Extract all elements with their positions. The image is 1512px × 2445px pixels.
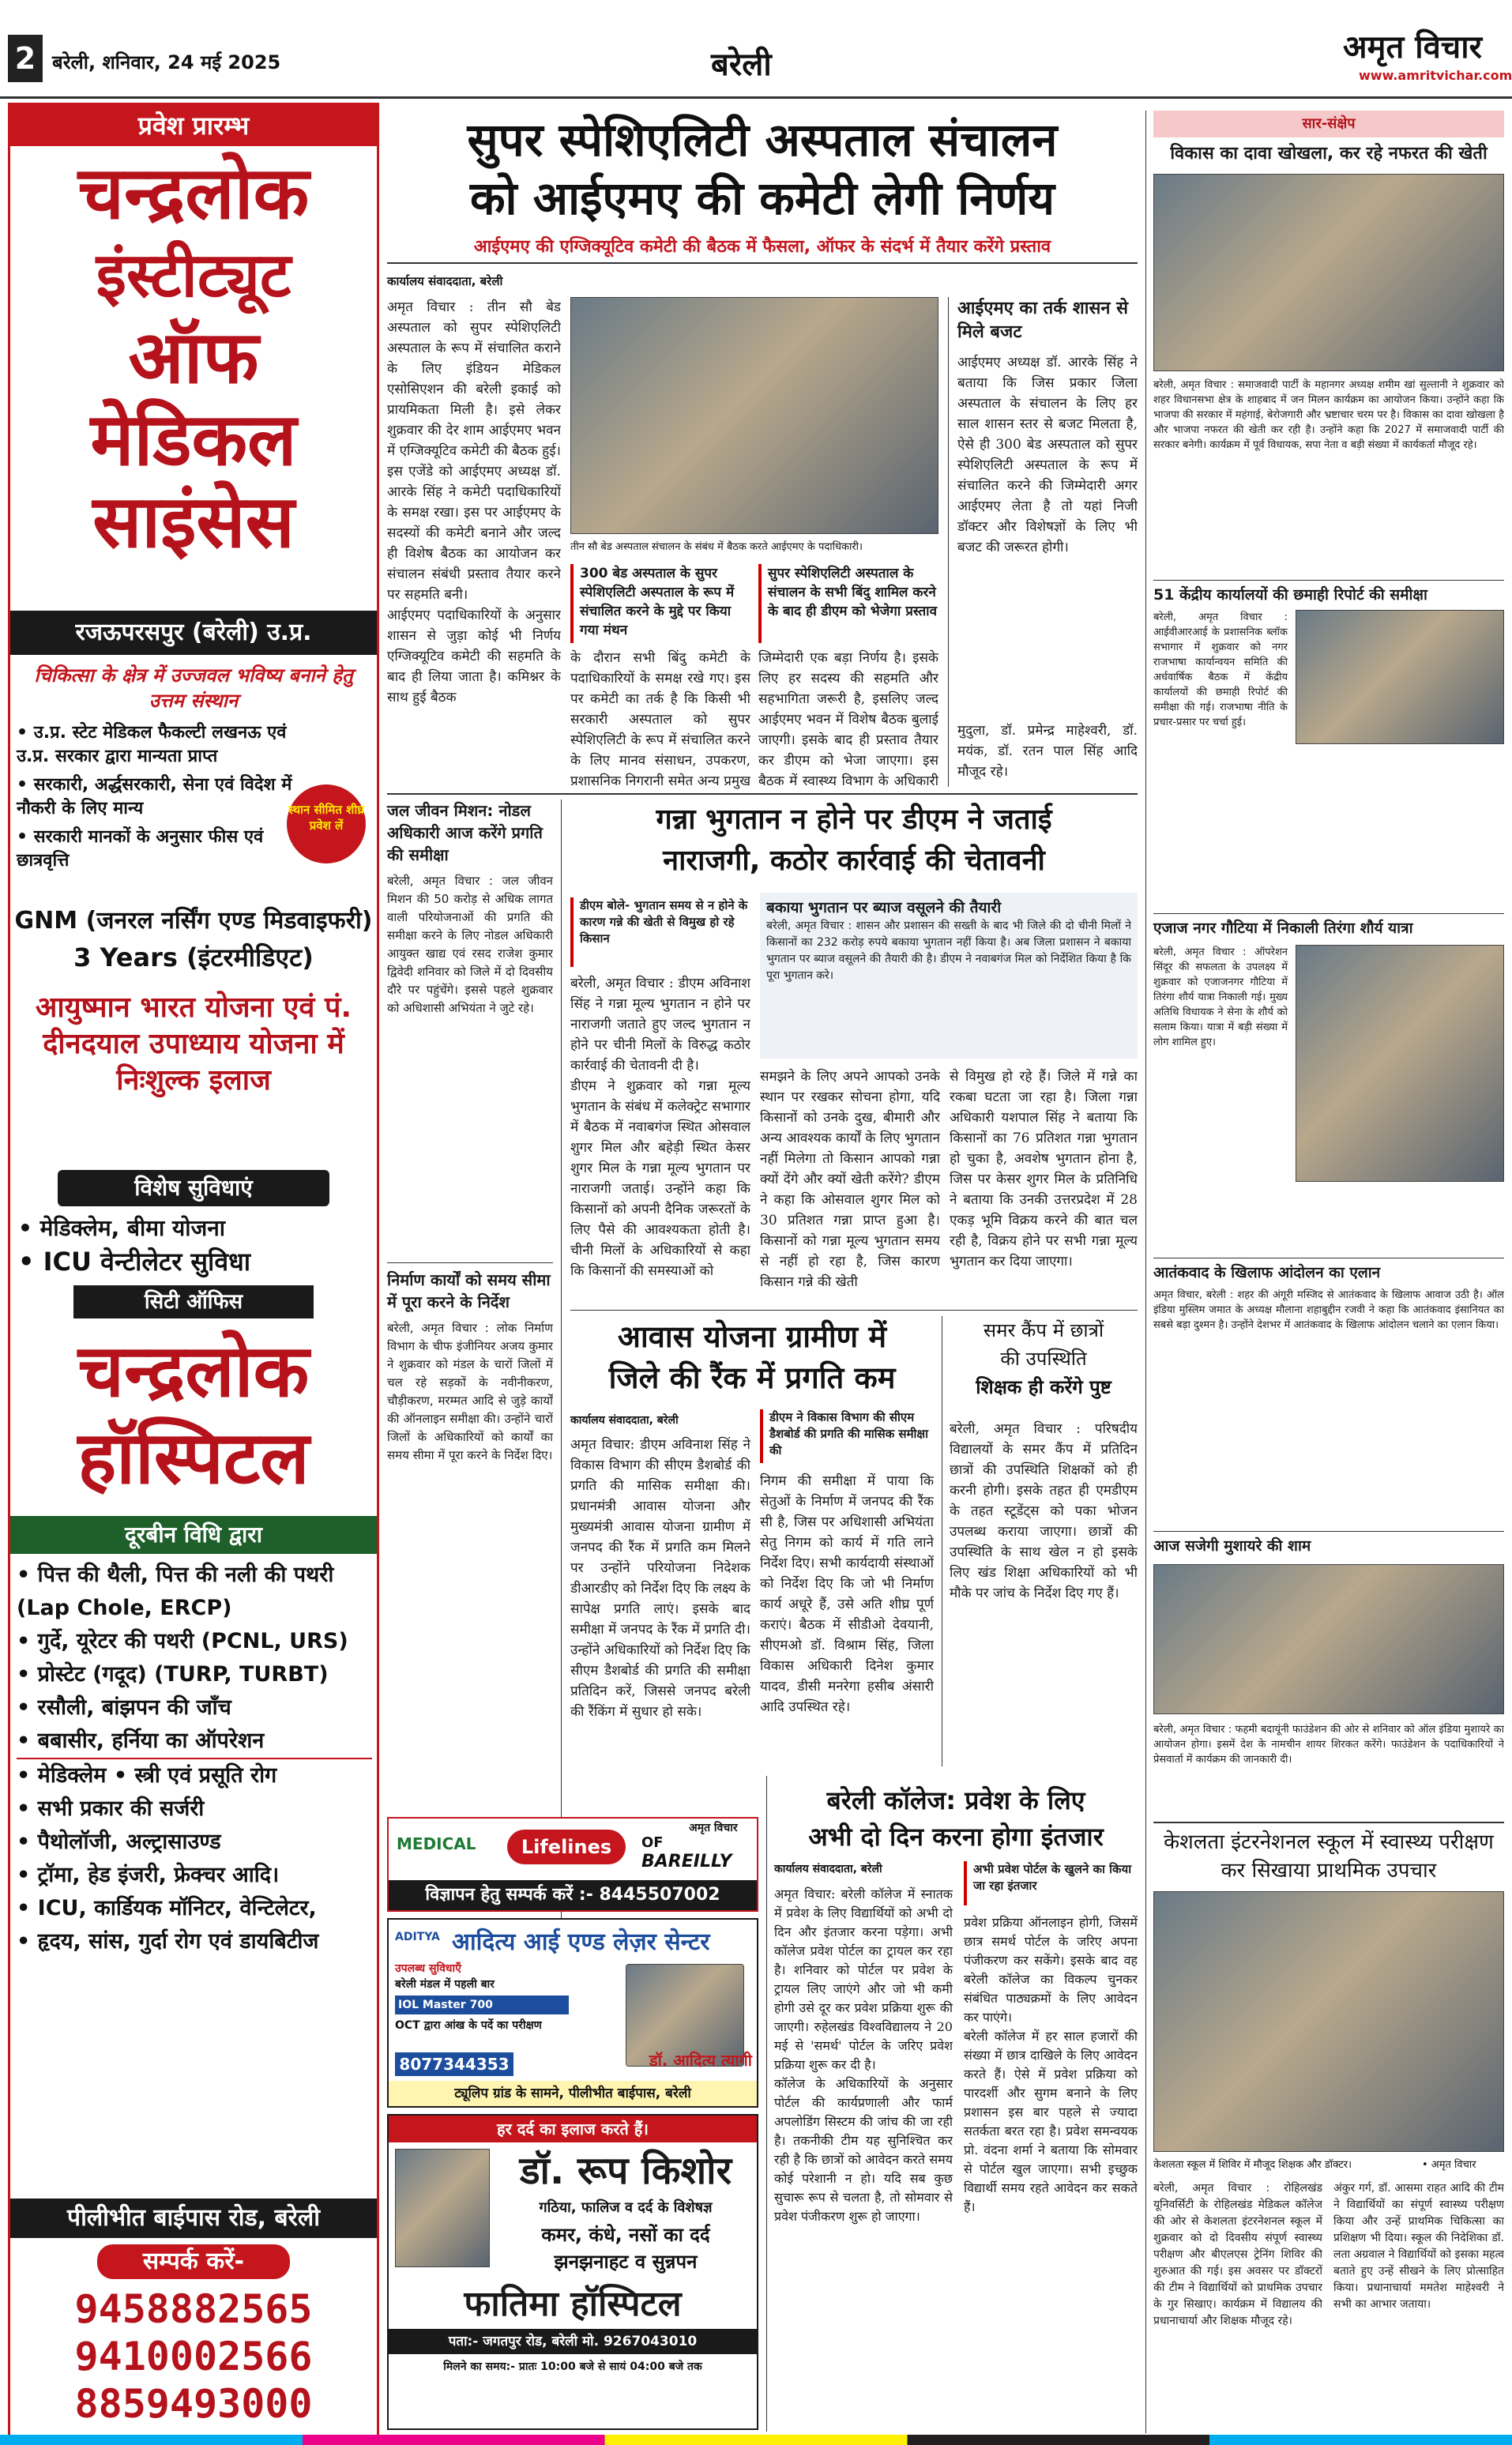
lifelines-contact[interactable]: विज्ञापन हेतु सम्पर्क करें :- 8445507002 (389, 1880, 757, 1910)
water-text: बरेली, अमृत विचार : जल जीवन मिशन की 50 करोड़ से अधिक लागत वाली परियोजनाओं की प्रगति की समीक्षा करने के लिए नोडल अधिकारी आयुक्त खाद्य एवं रसद राजेश कुमार द्विवेदी शनिवार को जिले में दो दिवसीय दौरे पर पहुंचेंगे। इससे पहले शुक्रवार को अधिशासी अभियंता ने जुटे रहे। (387, 874, 553, 1015)
summer-camp-head-1: समर कैंप में छात्रों (983, 1319, 1104, 1341)
service-item: • पैथोलॉजी, अल्ट्रासाउण्ड (17, 1830, 221, 1854)
news1-text: बरेली, अमृत विचार : समाजवादी पार्टी के महानगर अध्यक्ष शमीम खां सुल्तानी ने शुक्रवार को शहर विधानसभा क्षेत्र के शाहबाद में जन मिलन कार्यक्रम का आयोजन किया। उन्होंने कहा कि भाजपा की सरकार में महंगाई, बेरोजगारी और भ्रष्टाचार चरम पर है। विकास का दावा खोखला है और भाजपा नफरत की खेती कर रही है। उन्होंने कहा कि 2027 में समाजवादी पार्टी की सरकार बनेगी। कार्यक्रम में पूर्व विधायक, सपा नेता व बड़ी संख्या में कार्यकर्ता मौजूद रहे। (1153, 379, 1504, 451)
college-col-2: प्रवेश प्रक्रिया ऑनलाइन होगी, जिसमें छात्र समर्थ पोर्टल के जरिए अपना पंजीकरण कर सकेंगे। इसके बाद वह बरेली कॉलेज का विकल्प चुनकर संबंधित पाठ्यक्रमों के लिए आवेदन कर पाएंगे। बरेली कॉलेज में हर साल हजारों की संख्या में छात्र दाखिले के लिए आवेदन करते हैं। ऐसे में प्रवेश प्रक्रिया को पारदर्शी और सुगम बनाने के लिए प्रशासन इस बार पहले से ज्यादा सतर्कता बरत रहा है। प्रवेश समन्वयक प्रो. वंदना शर्मा ने बताया कि सोमवार से पोर्टल खुल जाएगा। सभी इच्छुक विद्यार्थी समय रहते आवेदन कर सकते हैं। (964, 1915, 1138, 2214)
sugarcane-headline-2: नाराजगी, कठोर कार्रवाई की चेतावनी (663, 844, 1045, 877)
sugarcane-box-text: बरेली, अमृत विचार : शासन और प्रशासन की सख्ती के बाद भी जिले की दो चीनी मिलों ने किसानों का 232 करोड़ रुपये बकाया भुगतान नहीं किया है। अब जिला प्रशासन ने बकाया भुगतान पर ब्याज वसूलने की तैयारी की है। डीएम ने नवाबगंज मिल को निर्देशित किया है कि पूरा भुगतान करे। (766, 920, 1131, 982)
services-list (17, 1559, 372, 1958)
gnm-title: GNM (जनरल नर्सिंग एण्ड मिडवाइफरी) (14, 907, 373, 935)
roop-timing: मिलने का समय:- प्रातः 10:00 बजे से सायं 04:00 बजे तक (443, 2360, 702, 2373)
lead-headline-2: को आईएमए की कमेटी लेगी निर्णय (470, 171, 1055, 225)
aaditya-line-3: IOL Master 700 (395, 1995, 569, 2014)
ad-lifelines[interactable] (387, 1817, 758, 1912)
sugarcane-bullet: डीएम बोले- भुगतान समय से न होने के कारण गन्ने की खेती से विमुख हो रहे किसान (570, 897, 750, 967)
aaditya-address: ट्यूलिप ग्रांड के सामने, पीलीभीत बाईपास, बरेली (389, 2081, 757, 2106)
summer-camp-headline (950, 1316, 1138, 1401)
housing-headline (570, 1316, 934, 1398)
housing-headline-2: जिले की रैंक में प्रगति कम (608, 1360, 896, 1395)
hospital-address: पीलीभीत बाईपास रोड, बरेली (10, 2199, 377, 2238)
institute-location: रजऊपरसपुर (बरेली) उ.प्र. (10, 611, 377, 655)
lead-bullet-2: सुपर स्पेशिएलिटी अस्पताल के संचालन के सभी बिंदु शामिल करने के बाद ही डीएम को भेजेगा प्रस्ताव (758, 564, 938, 643)
aaditya-doctor: डॉ. आदित्य त्यागी (649, 2051, 752, 2070)
college-byline: कार्यालय संवाददाता, बरेली (774, 1863, 882, 1875)
lead-story (387, 111, 1138, 790)
ayushman-yojana: आयुष्मान भारत योजना एवं पं. दीनदयाल उपाध्याय योजना में निःशुल्क इलाज (35, 991, 352, 1096)
sugarcane-story (570, 799, 1138, 1305)
service-item: • रसौली, बांझपन की जाँच (17, 1695, 231, 1720)
summary-tag: सार-संक्षेप (1153, 111, 1504, 137)
aaditya-info (395, 1961, 569, 2033)
ad-aaditya[interactable] (387, 1918, 758, 2108)
edition-date: बरेली, शनिवार, 24 मई 2025 (52, 51, 281, 73)
contact-title: सम्पर्क करें- (97, 2244, 290, 2279)
housing-bullet: डीएम ने विकास विभाग की सीएम डैशबोर्ड की प्रगति की मासिक समीक्षा की (760, 1409, 934, 1463)
title-line-2: इंस्टीट्यूट (96, 240, 291, 311)
tagline: चिकित्सा के क्षेत्र में उज्जवल भविष्य बनाने हेतु उत्तम संस्थान (34, 664, 353, 712)
lead-headline (387, 111, 1138, 228)
lead-side-headline: आईएमए का तर्क शासन से मिले बजट (957, 299, 1129, 342)
lead-col-2: के दौरान सभी बिंदु कमेटी के पदाधिकारियों के समक्ष रखे गए। इस पर कमेटी का तर्क है कि किसी भी सरकारी अस्पताल को सुपर स्पेशिएलिटी के रूप में संचालित करने के लिए मानव संसाधन, उपकरण, प्रशासनिक निगरानी समेत अन्य प्रमुख (570, 650, 750, 789)
ad-chandralok[interactable] (8, 103, 379, 2441)
points-list (17, 721, 293, 873)
service-item: • गुर्दे, यूरेटर की पथरी (PCNL, URS) (17, 1629, 348, 1653)
lead-side-text-2: मुदुला, डॉ. प्रमेन्द्र माहेश्वरी, डॉ. मयंक, डॉ. रतन पाल सिंह आदि मौजूद रहे। (957, 723, 1138, 780)
housing-col-1: अमृत विचार: डीएम अविनाश सिंह ने विकास विभाग की सीएम डैशबोर्ड की प्रगति की मासिक समीक्षा की। प्रधानमंत्री आवास योजना और मुख्यमंत्री आवास योजना ग्रामीण में जनपद की रैंक में प्रगति कम मिलने पर उन्होंने परियोजना निदेशक डीआरडीए को निर्देश दिए कि लक्ष्य के सापेक्ष प्रगति लाएं। इसके बाद समीक्षा में जनपद के रैंक में प्रगति दी। उन्होंने अधिकारियों को निर्देश दिए कि सीएम डैशबोर्ड की प्रगति की समीक्षा प्रतिदिन करें, जिससे जनपद बरेली की रैंकिंग में सुधार हो सके। (570, 1437, 750, 1720)
service-item: • पित्त की थैली, पित्त की नली की पथरी (Lap Chole, ERCP) (17, 1563, 334, 1620)
roop-sub: गठिया, फालिज व दर्द के विशेषज्ञ (539, 2199, 713, 2216)
sugarcane-col-2: समझने के लिए अपने आपको उनके स्थान पर रखकर सोचना होगा, यदि किसानों को उनके दुख, बीमारी और अन्य आवश्यक कार्यों के लिए भुगतान नहीं मिलेगा तो किसान आपको गन्ना क्यों देंगे और क्यों खेती करेंगे? डीएम ने कहा कि ओसवाल शुगर मिल को 30 प्रतिशत गन्ना प्राप्त हुआ है। किसानों को गन्ना मूल्य भुगतान समय से नहीं हो रहा है, जिस कारण किसान गन्ने की खेती (760, 1069, 940, 1290)
news6-col-1: बरेली, अमृत विचार : रोहिलखंड यूनिवर्सिटी के रोहिलखंड मेडिकल कॉलेज की ओर से केशलता इंटरनेशनल स्कूल में शुक्रवार को दो दिवसीय संपूर्ण स्वास्थ्य परीक्षण और बीएलएस ट्रेनिंग शिविर की शुरुआत की गई। इस अवसर पर डॉक्टरों की टीम ने विद्यार्थियों को प्राथमिक उपचार के गुर सिखाए। कार्यक्रम में विद्यालय की प्रधानाचार्या और शिक्षक मौजूद रहे। (1153, 2182, 1322, 2327)
lead-bullet-1: 300 बेड अस्पताल के सुपर स्पेशिएलिटी अस्पताल के रूप में संचालित करने के मुद्दे पर किया गया मंथन (570, 564, 750, 643)
point-2: • सरकारी, अर्द्धसरकारी, सेना एवं विदेश में नौकरी के लिए मान्य (17, 775, 292, 818)
hospital-title-1: चन्द्रलोक (77, 1329, 310, 1413)
registration-bar (0, 2435, 1512, 2445)
news6-col-2: अंकुर गर्ग, डॉ. आसमा राहत आदि की टीम ने विद्यार्थियों का संपूर्ण स्वास्थ्य परीक्षण किया और उन्हें प्राथमिक चिकित्सा का प्रशिक्षण भी दिया। स्कूल की निदेशिका डॉ. लता अग्रवाल ने विद्यार्थियों को इसका महत्व बताते हुए उन्हें सीखने के लिए प्रोत्साहित किया। प्रधानाचार्या ममतेश माहेश्वरी ने सभी का आभार जताया। (1333, 2182, 1504, 2311)
news6-credit: • अमृत विचार (1422, 2159, 1476, 2171)
brand-logo: अमृत विचार (1343, 29, 1482, 66)
water-headline: जल जीवन मिशन: नोडल अधिकारी आज करेंगे प्रगति की समीक्षा (387, 801, 543, 864)
sugarcane-box (760, 893, 1138, 1059)
aaditya-line-4: OCT द्वारा आंख के पर्दे का परीक्षण (395, 2019, 542, 2032)
sugarcane-box-head: बकाया भुगतान पर ब्याज वसूलने की तैयारी (766, 899, 1002, 916)
lead-photo-caption: तीन सौ बेड अस्पताल संचालन के संबंध में बैठक करते आईएमए के पदाधिकारी। (570, 541, 863, 553)
phone-1[interactable]: 9458882565 (74, 2286, 313, 2332)
news6-photo (1153, 1891, 1504, 2152)
news1-headline: विकास का दावा खोखला, कर रहे नफरत की खेती (1170, 144, 1488, 164)
roop-doctor: डॉ. रूप किशोर (519, 2149, 732, 2193)
news5-photo (1153, 1564, 1504, 1714)
special-facility-1: • मेडिक्लेम, बीमा योजना (18, 1215, 226, 1241)
roop-line-1: कमर, कंधे, नसों का दर्द (541, 2224, 710, 2246)
news4-headline: आतंकवाद के खिलाफ आंदोलन का एलान (1153, 1264, 1381, 1281)
roop-photo (395, 2149, 490, 2267)
construction-text: बरेली, अमृत विचार : लोक निर्माण विभाग के चीफ इंजीनियर अजय कुमार ने शुक्रवार को मंडल के चारों जिलों में चल रहे सड़कों के नवीनीकरण, चौड़ीकरण, मरम्मत आदि से जुड़े कार्यों की ऑनलाइन समीक्षा की। उन्होंने चारों जिलों के अधिकारियों को कार्यों का समय सीमा में पूरा करने के निर्देश दिए। (387, 1321, 553, 1462)
lead-photo (570, 297, 938, 534)
lifelines-of: OF (641, 1834, 664, 1851)
institute-title (10, 152, 377, 563)
hospital-title-2: हॉस्पिटल (77, 1416, 310, 1500)
college-headline-1: बरेली कॉलेज: प्रवेश के लिए (826, 1785, 1085, 1815)
roop-top: हर दर्द का इलाज करते हैं। (389, 2116, 757, 2142)
lead-side-text: आईएमए अध्यक्ष डॉ. आरके सिंह ने बताया कि जिस प्रकार जिला अस्पताल के संचालन के लिए हर साल शासन स्तर से बजट मिलता है, ऐसे ही 300 बेड अस्पताल को सुपर स्पेशिएलिटी अस्पताल के रूप में संचालित करने की जिम्मेदारी अगर आईएमए लेता है तो यहां निजी डॉक्टर और विशेषज्ञों के लिए भी बजट की जरूरत होगी। (957, 355, 1138, 555)
aaditya-phone[interactable]: 8077344353 (395, 2052, 513, 2076)
housing-headline-1: आवास योजना ग्रामीण में (617, 1319, 887, 1354)
lifelines-city: BAREILLY (641, 1852, 732, 1871)
aaditya-title: आदित्य आई एण्ड लेज़र सेन्टर (452, 1928, 710, 1956)
college-story (774, 1782, 1138, 2438)
sugarcane-col-3: से विमुख हो रहे हैं। जिले में गन्ने का रकबा घटता जा रहा है। जिला गन्ना अधिकारी यशपाल सिंह ने बताया कि किसानों का 76 प्रतिशत गन्ना भुगतान हो चुका है, अवशेष भुगतान होना है, जिस पर केसर शुगर मिल के प्रतिनिधि ने बताया कि उनकी उत्तरप्रदेश में 28 एकड़ भूमि विक्रय करने की बात चल रही है, विक्रय होने पर सभी गन्ना मूल्य भुगतान कर दिया जाएगा। (950, 1069, 1138, 1270)
aaditya-line-2: बरेली मंडल में पहली बार (395, 1978, 495, 1991)
page-number: 2 (8, 35, 43, 82)
news6-headline: केशलता इंटरनेशनल स्कूल में स्वास्थ्य परीक्षण कर सिखाया प्राथमिक उपचार (1164, 1830, 1494, 1883)
lead-col-1: अमृत विचार : तीन सौ बेड अस्पताल को सुपर स्पेशिएलिटी अस्पताल के रूप में संचालित कराने के लिए इंडियन मेडिकल एसोसिएशन की बरेली इकाई को प्रायमिकता मिली है। इसे लेकर शुक्रवार की देर शाम आईएमए भवन में एग्जिक्यूटिव कमेटी की बैठक हुई। इस एजेंडे को आईएमए अध्यक्ष डॉ. आरके सिंह ने कमेटी पदाधिकारियों के समक्ष रखा। इस पर आईएमए के सदस्यों की कमेटी बनाने और जल्द ही विशेष बैठक का आयोजन कर संचालन संबंधी प्रस्ताव तैयार करने पर सहमति बनी। आईएमए पदाधिकारियों के अनुसार शासन से जुड़ा कोई भी निर्णय एग्जिक्यूटिव कमेटी की सहमति के बाद ही लिया जाता है। कमिश्नर के साथ हुई बैठक (387, 299, 561, 705)
sugarcane-headline-1: गन्ना भुगतान न होने पर डीएम ने जताई (656, 803, 1052, 836)
summer-camp-head-2: की उपस्थिति (1000, 1348, 1087, 1370)
summer-camp-text: बरेली, अमृत विचार : परिषदीय विद्यालयों के समर कैंप में प्रतिदिन छात्रों की उपस्थिति शिक्षकों को ही करनी होगी। इसके तहत ही एमडीएम के तहत स्टूडेंट्स को पका भोजन उपलब्ध कराया जाएगा। छात्रों की उपस्थिति के साथ खेल न हो इसके लिए खंड शिक्षा अधिकारियों को भी मौके पर जांच के निर्देश दिए गए हैं। (950, 1421, 1138, 1601)
service-item: • मेडिक्लेम • स्त्री एवं प्रसूति रोग (17, 1758, 372, 1792)
service-item: • ICU, कार्डियक मॉनिटर, वेन्टिलेटर, (17, 1896, 317, 1920)
lead-col-3: जिम्मेदारी एक बड़ा निर्णय है। इसके लिए हर सदस्य की सहमति और सहभागिता जरूरी है, इसलिए जल्द आईएमए भवन में विशेष बैठक बुलाई जाएगी। इसके बाद ही प्रस्ताव तैयार कर डीएम को भेजा जाएगा। इस बैठक में स्वास्थ्य विभाग के अधिकारी (758, 650, 938, 789)
aaditya-logo: ADITYA (395, 1931, 440, 1943)
title-line-4: मेडिकल (90, 397, 297, 482)
college-bullet: अभी प्रवेश पोर्टल के खुलने का किया जा रहा इंतजार (964, 1861, 1138, 1905)
news1-photo (1153, 174, 1504, 371)
news5-text: बरेली, अमृत विचार : फहमी बदायूंनी फाउंडेशन की ओर से शनिवार को ऑल इंडिया मुशायरे का आयोजन होगा। इसमें देश के नामचीन शायर शिरकत करेंगे। फाउंडेशन के पदाधिकारियों ने प्रेसवार्ता में कार्यक्रम की जानकारी दी। (1153, 1724, 1504, 1766)
college-headline (774, 1782, 1138, 1855)
news5-headline: आज सजेगी मुशायरे की शाम (1153, 1537, 1311, 1555)
special-facility-2: • ICU वेन्टीलेटर सुविधा (18, 1247, 251, 1277)
lead-byline: कार्यालय संवाददाता, बरेली (387, 274, 503, 288)
aaditya-line-1: उपलब्ध सुविधाएँ (395, 1962, 461, 1975)
housing-byline: कार्यालय संवाददाता, बरेली (570, 1414, 679, 1427)
title-line-1: चन्द्रलोक (77, 151, 310, 235)
ad-roop-kishore[interactable] (387, 2114, 758, 2430)
roop-line-2: झनझनाहट व सुन्नपन (554, 2251, 698, 2273)
city-name: बरेली (711, 46, 772, 83)
contact-phones (10, 2285, 377, 2428)
summary-column (1153, 111, 1504, 2433)
news2-text: बरेली, अमृत विचार : आईवीआरआई के प्रशासनिक ब्लॉक सभागार में शुक्रवार को नगर राजभाषा कार्यान्वयन समिति की अर्धवार्षिक बैठक में केंद्रीय कार्यालयों की छमाही रिपोर्ट की समीक्षा की गई। राजभाषा नीति के प्रचार-प्रसार पर चर्चा हुई। (1153, 611, 1288, 728)
gnm-subtitle: 3 Years (इंटरमीडिएट) (73, 942, 314, 972)
lead-subhead: आईएमए की एग्जिक्यूटिव कमेटी की बैठक में फैसला, ऑफर के संदर्भ में तैयार करेंगे प्रस्ताव (473, 237, 1051, 257)
sugarcane-headline (570, 799, 1138, 882)
lifelines-brand: Lifelines (507, 1830, 626, 1864)
sugarcane-col-1: बरेली, अमृत विचार : डीएम अविनाश सिंह ने गन्ना मूल्य भुगतान न होने पर नाराजगी जताते हुए जल्द भुगतान न होने पर चीनी मिलों के विरुद्ध कठोर कार्रवाई की चेतावनी दी है। डीएम ने शुक्रवार को गन्ना मूल्य भुगतान के संबंध में कलेक्ट्रेट सभागार में बैठक में नवाबगंज स्थित ओसवाल शुगर मिल और बहेड़ी स्थित केसर शुगर मिल के गन्ना मूल्य भुगतान पर नाराजगी जताई। उन्होंने कहा कि किसानों को अपनी दैनिक जरूरतों के लिए पैसे की आवश्यकता होती है। चीनी मिलों के अधिकारियों से कहा कि किसानों की समस्याओं को (570, 976, 750, 1279)
binocular-method: दूरबीन विधि द्वारा (10, 1516, 377, 1554)
news3-photo (1296, 945, 1504, 1182)
housing-col-2: निगम की समीक्षा में पाया कि सेतुओं के निर्माण में जनपद की रैंक सी है, जिस पर अधिशासी अभियंता सेतु निगम को कार्य में गति लाने निर्देश दिए। सभी कार्यदायी संस्थाओं को निर्देश दिए कि जो भी निर्माण कार्य अधूरे हैं, उसे अति शीघ्र पूर्ण कराएं। बैठक में सीडीओ देवयानी, सीएमओ डॉ. विश्राम सिंह, जिला विकास अधिकारी दिनेश कुमार यादव, डीसी मनरेगा हसीब अंसारी आदि उपस्थित रहे। (760, 1473, 934, 1715)
masthead (0, 0, 1512, 103)
news4-text: अमृत विचार, बरेली : शहर की अंगूरी मस्जिद से आतंकवाद के खिलाफ आवाज उठी है। ऑल इंडिया मुस्लिम जमात के अध्यक्ष मौलाना शहाबुद्दीन रजवी ने कहा कि आतंकवाद इंसानियत का सबसे बड़ा दुश्मन है। उन्होंने देशभर में आतंकवाद के खिलाफ आंदोलन चलाने का एलान किया। (1153, 1289, 1504, 1331)
lead-headline-1: सुपर स्पेशिएलिटी अस्पताल संचालन (467, 113, 1058, 167)
seats-badge: स्थान सीमित शीघ्र प्रवेश लें (287, 784, 366, 863)
hospital-title (10, 1328, 377, 1502)
ad-top-band: प्रवेश प्रारम्भ (10, 105, 377, 146)
college-headline-2: अभी दो दिन करना होगा इंतजार (808, 1822, 1104, 1852)
medical-logo: MEDICAL (397, 1834, 476, 1853)
service-item: • प्रोस्टेट (गदूद) (TURP, TURBT) (17, 1662, 329, 1687)
service-item: • सभी प्रकार की सर्जरी (17, 1796, 205, 1821)
city-office: सिटी ऑफिस (73, 1285, 314, 1318)
phone-3[interactable]: 8859493000 (74, 2381, 313, 2427)
summer-camp-head-3: शिक्षक ही करेंगे पुष्ट (976, 1376, 1111, 1398)
water-story (387, 799, 553, 1258)
special-facilities-title: विशेष सुविधाएं (58, 1170, 329, 1206)
news6-caption: केशलता स्कूल में शिविर में मौजूद शिक्षक और डॉक्टर। (1153, 2159, 1352, 2171)
title-line-5: साइंसेस (92, 480, 295, 564)
service-item: • ट्रॉमा, हेड इंजरी, फ्रेक्चर आदि। (17, 1863, 280, 1887)
lifelines-tag: अमृत विचार (689, 1822, 738, 1834)
website[interactable]: www.amritvichar.com (1359, 68, 1512, 83)
point-3: • सरकारी मानकों के अनुसार फीस एवं छात्रवृत्ति (17, 827, 264, 871)
news2-photo (1296, 610, 1504, 744)
news2-headline: 51 केंद्रीय कार्यालयों की छमाही रिपोर्ट की समीक्षा (1153, 586, 1427, 604)
news3-headline: एजाज नगर गौटिया में निकाली तिरंगा शौर्य यात्रा (1153, 920, 1413, 937)
roop-hospital: फातिमा हॉस्पिटल (464, 2284, 682, 2324)
roop-address[interactable]: पता:- जगतपुर रोड, बरेली मो. 9267043010 (389, 2329, 757, 2354)
news3-text: बरेली, अमृत विचार : ऑपरेशन सिंदूर की सफलता के उपलक्ष्य में शुक्रवार को एजाजनगर गौटिया में तिरंगा शौर्य यात्रा निकाली गई। मुख्य अतिथि विधायक ने सेना के शौर्य को सलाम किया। यात्रा में बड़ी संख्या में लोग शामिल हुए। (1153, 946, 1288, 1048)
phone-2[interactable]: 9410002566 (74, 2334, 313, 2379)
gnm-course (10, 903, 377, 976)
construction-headline: निर्माण कार्यों को समय सीमा में पूरा करने के निर्देश (387, 1270, 551, 1311)
college-col-1: अमृत विचार: बरेली कॉलेज में स्नातक में प्रवेश के लिए विद्यार्थियों को अभी दो दिन और इंतजार करना पड़ेगा। अभी कॉलेज प्रवेश पोर्टल का ट्रायल कर रहा है। शनिवार को पोर्टल पर प्रवेश के ट्रायल लिए जाएंगे और जो भी कमी होगी उसे दूर कर प्रवेश प्रक्रिया शुरू की जाएगी। रुहेलखंड विश्वविद्यालय ने 20 मई से 'समर्थ' पोर्टल के जरिए प्रवेश प्रक्रिया शुरू कर दी है। कॉलेज के अधिकारियों के अनुसार पोर्टल की कार्यप्रणाली और फार्म अपलोडिंग सिस्टम की जांच की जा रही है। तकनीकी टीम यह सुनिश्चित कर रही है कि छात्रों को आवेदन करते समय कोई परेशानी न हो। यदि सब कुछ सुचारू रूप से चलता है, तो सोमवार से प्रवेश पंजीकरण शुरू हो जाएगा। (774, 1886, 953, 2224)
service-item: • बबासीर, हर्निया का ऑपरेशन (17, 1728, 265, 1753)
point-1: • उ.प्र. स्टेट मेडिकल फैकल्टी लखनऊ एवं उ.प्र. सरकार द्वारा मान्यता प्राप्त (17, 723, 287, 766)
title-line-3: ऑफ (128, 315, 259, 400)
service-item: • हृदय, सांस, गुर्दा रोग एवं डायबिटीज (17, 1929, 319, 1954)
